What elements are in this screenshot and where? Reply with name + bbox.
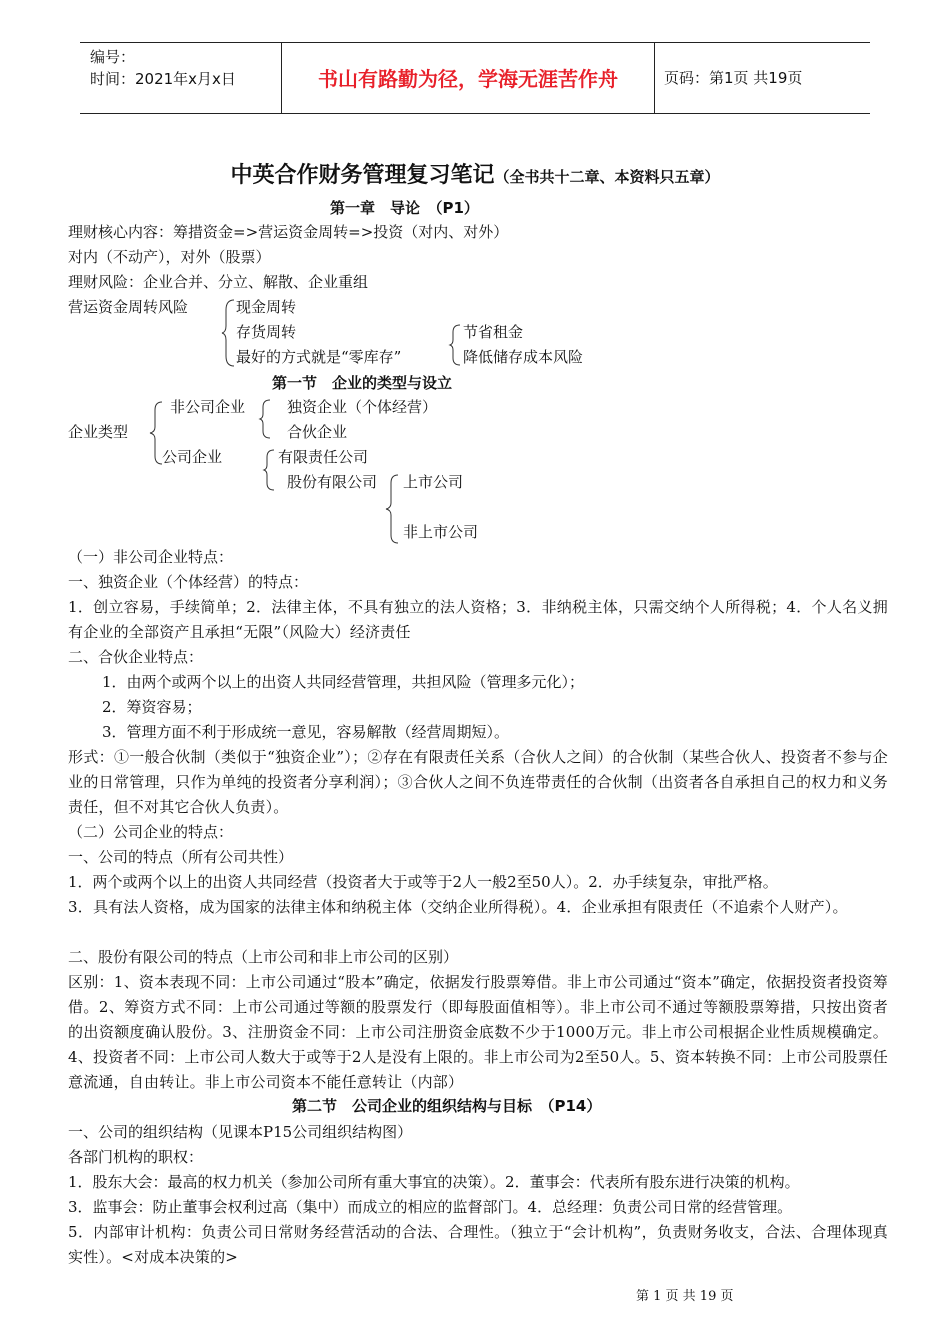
tree-node: 股份有限公司 [287,473,378,491]
tree-node: 合伙企业 [287,423,348,441]
title-main: 中英合作财务管理复习笔记 [230,163,495,188]
subheading: 二、股份有限公司的特点（上市公司和非上市公司的区别） [68,948,459,966]
subheading: （一）非公司企业特点： [68,548,234,566]
header-table [80,42,870,114]
brace-icon [148,400,166,466]
brace-icon [258,398,274,440]
list-item: 1．由两个或两个以上的出资人共同经营管理，共担风险（管理多元化）； [102,673,585,691]
tree-node: 独资企业（个体经营） [287,398,438,416]
paragraph: 区别：1、资本表现不同：上市公司通过“股本”确定，依据发行股票筹借。非上市公司通过“资本”确定，依据投资者投资筹借。2、筹资方式不同：上市公司通过等额的股票发行（即每股面值相等）。非上市公司不通过等额股票筹措，只按出资者的出资额度确认股份。3、注册资金不同：上市公司注册资金底数不少于1000万元。非上市公司根据企业性质规模确定。4、投资者不同：上市公司人数大于或等于2人是没有上限的。非上市公司为2至50人。5、资本转换不同：上市公司股票任意流通，自由转让。非上市公司资本不能任意转让（内部） [68,973,888,1091]
header-meta [90,46,236,90]
list-item: 3．管理方面不利于形成统一意见，容易解散（经营周期短）。 [102,723,510,741]
paragraph: 1．创立容易，手续简单；2．法律主体，不具有独立的法人资格；3．非纳税主体，只需交纳个人所得税；4．个人名义拥有企业的全部资产且承担“无限”（风险大）经济责任 [68,598,888,641]
brace-icon [262,448,278,492]
page-footer: 第 1 页 共 19 页 [636,1289,734,1304]
section-heading: 第一节 企业的类型与设立 [272,374,453,392]
tree-node: 上市公司 [403,473,464,491]
time-label: 时间：2021年x月x日 [90,70,236,88]
tree-node: 最好的方式就是“零库存” [236,348,402,366]
chapter-heading: 第一章 导论 （P1） [330,199,479,217]
tree-node: 企业类型 [68,423,129,441]
subheading: 一、公司的特点（所有公司共性） [68,848,294,866]
title-sub: （全书共十二章、本资料只五章） [494,168,720,186]
tree-node: 节省租金 [463,323,524,341]
header-page-info: 页码：第1页 共19页 [664,69,803,87]
tree-node: 非公司企业 [170,398,246,416]
paragraph: 3．具有法人资格，成为国家的法律主体和纳税主体（交纳企业所得税）。4．企业承担有限责任（不追索个人财产）。 [68,898,848,916]
tree-node: 有限责任公司 [278,448,369,466]
subheading: 二、合伙企业特点： [68,648,204,666]
number-label: 编号： [90,48,136,66]
tree-node: 现金周转 [236,298,297,316]
brace-icon [220,298,238,368]
text-line: 1．两个或两个以上的出资人共同经营（投资者大于或等于2人一般2至50人）。2．办手续复杂，审批严格。 [68,873,778,891]
document-title [0,158,950,189]
paragraph: 形式：①一般合伙制（类似于“独资企业”）；②存在有限责任关系（合伙人之间）的合伙制（某些合伙人、投资者不参与企业的日常管理，只作为单纯的投资者分享利润）；③合伙人之间不负连带责任的合伙制（出资者各自承担自己的权力和义务责任，但不对其它合伙人负责）。 [68,748,888,816]
text-line: 理财风险：企业合并、分立、解散、企业重组 [68,273,369,291]
text-line: 理财核心内容：筹措资金=>营运资金周转=>投资（对内、对外） [68,223,509,241]
text-line: 对内（不动产），对外（股票） [68,248,271,266]
section-heading: 第二节 公司企业的组织结构与目标 （P14） [292,1097,602,1115]
text-line: 1．股东大会：最高的权力机关（参加公司所有重大事宜的决策）。2．董事会：代表所有股东进行决策的机构。 [68,1173,800,1191]
brace-icon [384,473,402,545]
text-line: 3．监事会：防止董事会权利过高（集中）而成立的相应的监督部门。4．总经理：负责公司日常的经营管理。 [68,1198,793,1216]
list-item: 2．筹资容易； [102,698,202,716]
tree-node: 降低储存成本风险 [463,348,584,366]
header-motto: 书山有路勤为径，学海无涯苦作舟 [318,67,618,91]
subheading: （二）公司企业的特点： [68,823,234,841]
paragraph: 5．内部审计机构：负责公司日常财务经营活动的合法、合理性。（独立于“会计机构”，负责财务收支，合法、合理体现真实性）。<对成本决策的> [68,1223,888,1266]
subheading: 一、独资企业（个体经营）的特点： [68,573,309,591]
subheading: 一、公司的组织结构（见课本P15公司组织结构图） [68,1123,413,1141]
subheading: 各部门机构的职权： [68,1148,204,1166]
brace-icon [448,323,464,367]
tree-node: 存货周转 [236,323,297,341]
header-divider [654,43,655,113]
tree-node: 非上市公司 [403,523,479,541]
tree-node: 公司企业 [162,448,223,466]
text-line: 营运资金周转风险 [68,298,189,316]
